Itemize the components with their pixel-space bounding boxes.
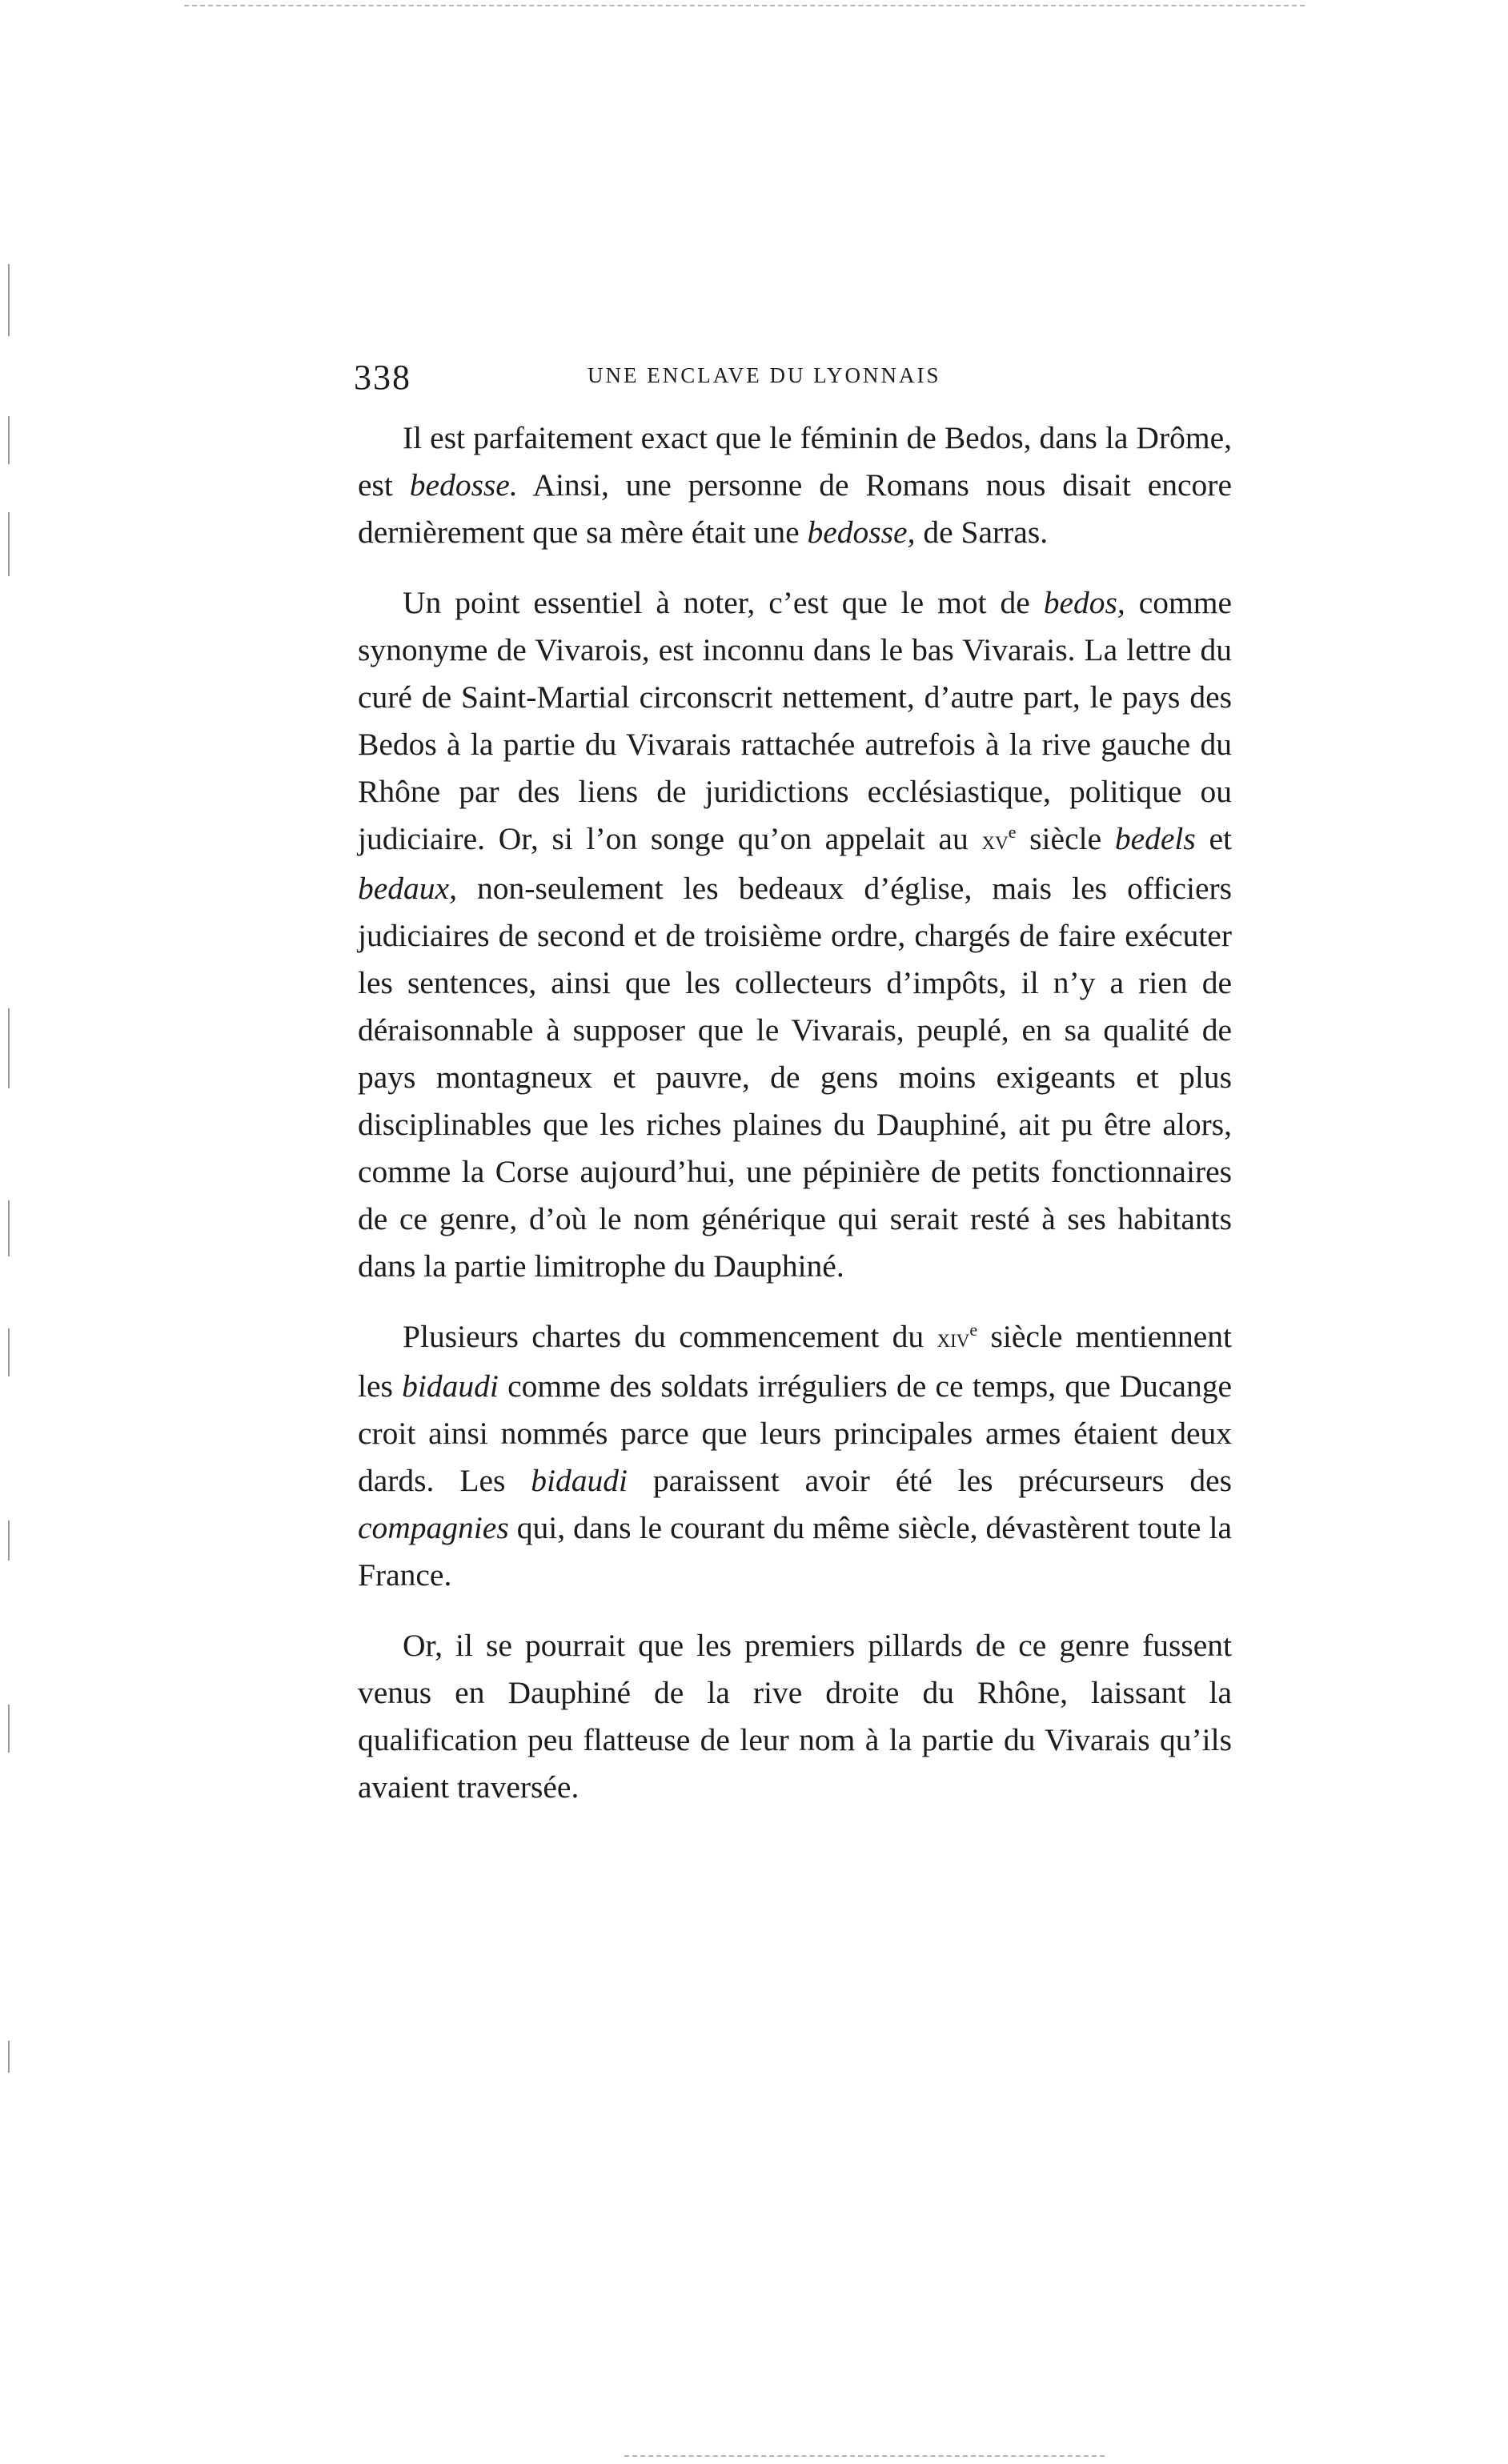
text-run: Plusieurs chartes du commencement du — [403, 1319, 937, 1354]
text-run: qui, dans le courant du même siècle, dévastèrent toute la France. — [358, 1510, 1232, 1593]
italic-term: compagnies — [358, 1510, 509, 1545]
text-run: Un point essentiel à noter, c’est que le mot de — [403, 585, 1044, 620]
page-number: 338 — [354, 358, 411, 397]
scan-edge-top — [184, 5, 1305, 6]
paragraph — [358, 579, 1232, 1290]
text-run: siècle — [1016, 821, 1115, 856]
paragraph — [358, 415, 1232, 556]
paragraph — [358, 1313, 1232, 1599]
scan-edge-mark — [8, 1328, 10, 1376]
running-title: UNE ENCLAVE DU LYONNAIS — [588, 363, 941, 387]
body-text — [358, 415, 1232, 1834]
text-run: Or, il se pourrait que les premiers pillards de ce genre fussent venus en Dauphiné de la rive droite du Rhône, laissant la qualification peu flatteuse de leur nom à la partie du Vivarais qu’ils avaient traversée. — [358, 1628, 1232, 1805]
text-run: de Sarras. — [915, 515, 1049, 550]
scan-edge-mark — [8, 1705, 10, 1753]
text-run: siècle mentiennent les — [358, 1319, 1232, 1404]
italic-term: bedaux, — [358, 871, 457, 906]
text-run: comme synonyme de Vivarois, est inconnu dans le bas Vivarais. La lettre du curé de Saint-Martial circonscrit nettement, d’autre part, le pays des Bedos à la partie du Vivarais rattachée autrefois à la rive gauche du Rhône par des liens de juridictions ecclésiastique, politique ou judiciaire. Or, si l’on songe qu’on appelait au — [358, 585, 1233, 856]
scan-edge-mark — [8, 1008, 10, 1088]
scan-edge-mark — [8, 2041, 10, 2073]
text-run: Il est parfaitement exact que le féminin de Bedos, dans la Drôme, est — [358, 420, 1232, 503]
roman-numeral: xiv — [936, 1324, 970, 1353]
italic-term: bedels — [1114, 821, 1196, 856]
scan-edge-mark — [8, 1200, 10, 1256]
text-run: paraissent avoir été les précurseurs des — [627, 1463, 1232, 1498]
superscript: e — [969, 1320, 978, 1340]
scan-edge-bottom — [624, 2455, 1105, 2457]
paragraph — [358, 1622, 1232, 1811]
superscript: e — [1008, 822, 1017, 842]
text-run: non-seulement les bedeaux d’église, mais les officiers judiciaires de second et de troisième ordre, chargés de faire exécuter les sentences, ainsi que les collecteurs d’impôts, il n’y a rien de déraisonnable à supposer que le Vivarais, peuplé, en sa qualité de pays montagneux et pauvre, de gens moins exigeants et plus disciplinables que les riches plaines du Dauphiné, ait pu être alors, comme la Corse aujourd’hui, une pépinière de petits fonctionnaires de ce genre, d’où le nom générique qui serait resté à ses habitants dans la partie limitrophe du Dauphiné. — [358, 871, 1232, 1284]
running-head — [354, 357, 1230, 405]
scan-edge-mark — [8, 416, 10, 464]
roman-numeral: xv — [981, 827, 1009, 855]
text-run: comme des soldats irréguliers de ce temps, que Ducange croit ainsi nommés parce que leurs principales armes étaient deux dards. Les — [358, 1368, 1232, 1498]
italic-term: bedosse, — [807, 515, 916, 550]
scan-edge-mark — [8, 264, 10, 336]
scan-edge-mark — [8, 1520, 10, 1561]
italic-term: bidaudi — [531, 1463, 628, 1498]
text-run: et — [1195, 821, 1233, 856]
text-run: Ainsi, une personne de Romans nous disait encore dernièrement que sa mère était une — [358, 467, 1232, 550]
italic-term: bidaudi — [402, 1368, 499, 1404]
italic-term: bedos, — [1043, 585, 1125, 620]
italic-term: bedosse. — [409, 467, 518, 503]
scan-edge-mark — [8, 512, 10, 576]
